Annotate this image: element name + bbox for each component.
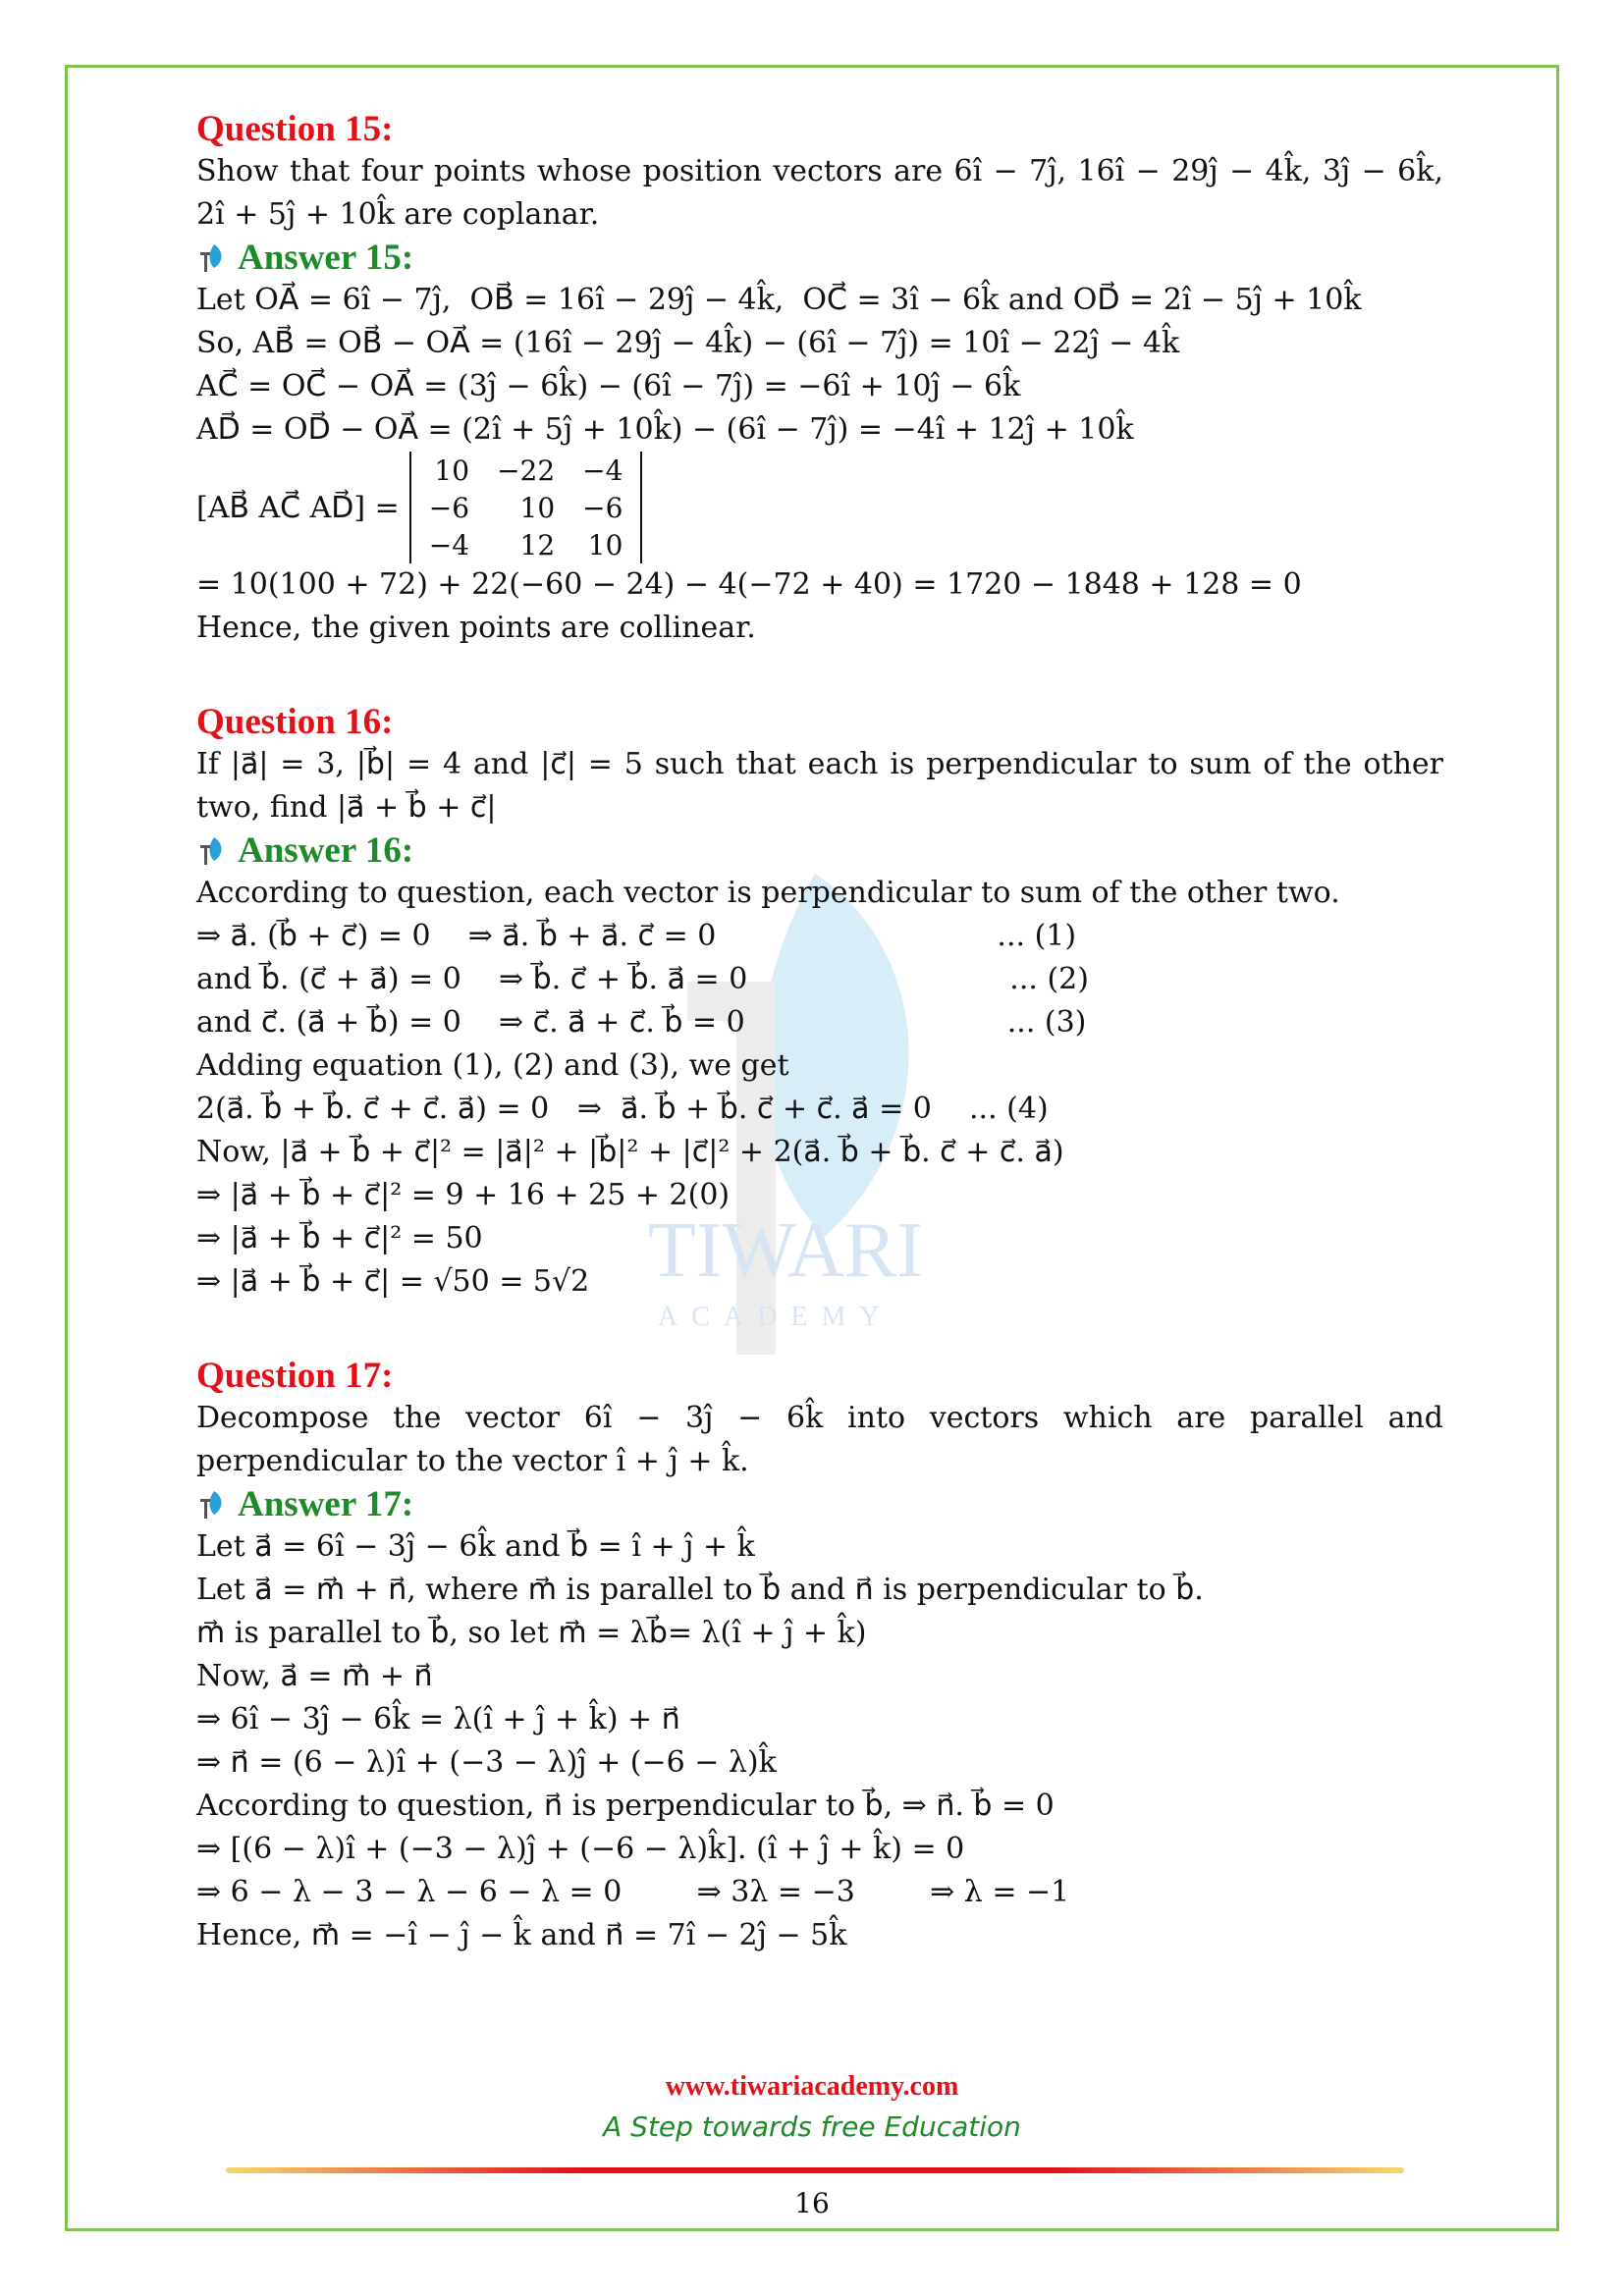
- determinant: [409, 452, 643, 563]
- answer-16-heading: Answer 16:: [238, 830, 414, 871]
- footer-divider: [226, 2167, 1404, 2173]
- tiwari-logo-icon: [196, 835, 228, 867]
- answer-16-line: and c⃗. (a⃗ + b⃗) = 0 ⇒ c⃗. a⃗ + c⃗. b⃗ = 0 ... (3): [196, 1005, 1087, 1040]
- det-cell: −4: [428, 528, 470, 561]
- det-cell: 10: [434, 454, 470, 487]
- answer-16-line: ⇒ a⃗. (b⃗ + c⃗) = 0 ⇒ a⃗. b⃗ + a⃗. c⃗ = 0 ... (1): [196, 919, 1077, 953]
- answer-16-line: ⇒ |a⃗ + b⃗ + c⃗|² = 9 + 16 + 25 + 2(0): [196, 1178, 731, 1212]
- answer-17-line: Let a⃗ = m⃗ + n⃗, where m⃗ is parallel to b⃗ and n⃗ is perpendicular to b⃗.: [196, 1573, 1204, 1607]
- answer-17-line: ⇒ 6 − λ − 3 − λ − 6 − λ = 0 ⇒ 3λ = −3 ⇒ λ = −1: [196, 1875, 1070, 1909]
- answer-17-line: ⇒ n⃗ = (6 − λ)î + (−3 − λ)ĵ + (−6 − λ)k̂: [196, 1745, 777, 1780]
- answer-16-line: Adding equation (1), (2) and (3), we get: [196, 1048, 789, 1083]
- answer-17-line: m⃗ is parallel to b⃗, so let m⃗ = λb⃗= λ(î + ĵ + k̂): [196, 1616, 867, 1650]
- answer-16-line: Now, |a⃗ + b⃗ + c⃗|² = |a⃗|² + |b⃗|² + |c⃗|² + 2(a⃗. b⃗ + b⃗. c⃗ + c⃗. a⃗): [196, 1135, 1064, 1169]
- page-content: [196, 108, 1443, 1957]
- footer-tagline: A Step towards free Education: [603, 2110, 1021, 2143]
- answer-16-line: ⇒ |a⃗ + b⃗ + c⃗|² = 50: [196, 1221, 483, 1255]
- det-cell: 10: [519, 491, 556, 524]
- answer-17-line: ⇒ 6î − 3ĵ − 6k̂ = λ(î + ĵ + k̂) + n⃗: [196, 1702, 680, 1736]
- tiwari-logo-icon: [196, 1489, 228, 1521]
- watermark-sub: ACADEMY: [658, 1302, 893, 1332]
- answer-15-line: AC⃗ = OC⃗ − OA⃗ = (3ĵ − 6k̂) − (6î − 7ĵ) = −6î + 10ĵ − 6k̂: [196, 369, 1021, 403]
- answer-16-line: and b⃗. (c⃗ + a⃗) = 0 ⇒ b⃗. c⃗ + b⃗. a⃗ = 0 ... (2): [196, 962, 1089, 996]
- det-cell: 12: [519, 528, 556, 561]
- det-cell: −6: [428, 491, 470, 524]
- answer-17-line: According to question, n⃗ is perpendicular to b⃗, ⇒ n⃗. b⃗ = 0: [196, 1789, 1055, 1823]
- answer-15-heading: Answer 15:: [238, 238, 414, 278]
- answer-16-line: ⇒ |a⃗ + b⃗ + c⃗| = √50 = 5√2: [196, 1264, 590, 1299]
- question-16-heading: Question 16:: [196, 702, 394, 742]
- det-cell: −22: [497, 454, 556, 487]
- answer-17-heading-row: [196, 1483, 1443, 1525]
- answer-16-line: According to question, each vector is perpendicular to sum of the other two.: [196, 876, 1340, 910]
- answer-16-line: 2(a⃗. b⃗ + b⃗. c⃗ + c⃗. a⃗) = 0 ⇒ a⃗. b⃗ + b⃗. c⃗ + c⃗. a⃗ = 0 ... (4): [196, 1092, 1049, 1126]
- answer-15-line: AD⃗ = OD⃗ − OA⃗ = (2î + 5ĵ + 10k̂) − (6î − 7ĵ) = −4î + 12ĵ + 10k̂: [196, 412, 1134, 447]
- question-16-text: If |a⃗| = 3, |b⃗| = 4 and |c⃗| = 5 such that each is perpendicular to sum of the other two, find |a⃗ + b⃗ + c⃗|: [196, 747, 1443, 825]
- answer-17-line: Let a⃗ = 6î − 3ĵ − 6k̂ and b⃗ = î + ĵ + k̂: [196, 1529, 755, 1564]
- determinant-label: [AB⃗ AC⃗ AD⃗] =: [196, 490, 400, 525]
- det-cell: −4: [582, 454, 623, 487]
- answer-15-line: = 10(100 + 72) + 22(−60 − 24) − 4(−72 + 40) = 1720 − 1848 + 128 = 0: [196, 567, 1302, 602]
- answer-15-line: Hence, the given points are collinear.: [196, 611, 756, 645]
- answer-17-line: Hence, m⃗ = −î − ĵ − k̂ and n⃗ = 7î − 2ĵ − 5k̂: [196, 1918, 847, 1952]
- answer-15-line: Let OA⃗ = 6î − 7ĵ, OB⃗ = 16î − 29ĵ − 4k̂, OC⃗ = 3î − 6k̂ and OD⃗ = 2î − 5ĵ + 10k̂: [196, 283, 1362, 317]
- question-17-text: Decompose the vector 6î − 3ĵ − 6k̂ into vectors which are parallel and perpendicular to the vector î + ĵ + k̂.: [196, 1401, 1443, 1478]
- watermark-word: TIWARI: [648, 1207, 923, 1294]
- question-15-text: Show that four points whose position vectors are 6î − 7ĵ, 16î − 29ĵ − 4k̂, 3ĵ − 6k̂, 2î + 5ĵ + 10k̂ are coplanar.: [196, 154, 1443, 232]
- answer-17-line: Now, a⃗ = m⃗ + n⃗: [196, 1659, 433, 1693]
- det-cell: −6: [582, 491, 623, 524]
- tiwari-logo-icon: [196, 242, 228, 274]
- question-17-heading: Question 17:: [196, 1356, 394, 1396]
- footer-website-link[interactable]: www.tiwariacademy.com: [665, 2071, 959, 2102]
- answer-15-heading-row: [196, 237, 1443, 279]
- page-number: 16: [794, 2187, 830, 2219]
- question-15-heading: Question 15:: [196, 109, 394, 149]
- answer-17-heading: Answer 17:: [238, 1484, 414, 1524]
- det-cell: 10: [587, 528, 623, 561]
- answer-16-heading-row: [196, 829, 1443, 872]
- answer-17-line: ⇒ [(6 − λ)î + (−3 − λ)ĵ + (−6 − λ)k̂]. (î + ĵ + k̂) = 0: [196, 1832, 965, 1866]
- determinant-row: [196, 452, 1443, 563]
- answer-15-line: So, AB⃗ = OB⃗ − OA⃗ = (16î − 29ĵ − 4k̂) − (6î − 7ĵ) = 10î − 22ĵ − 4k̂: [196, 326, 1180, 360]
